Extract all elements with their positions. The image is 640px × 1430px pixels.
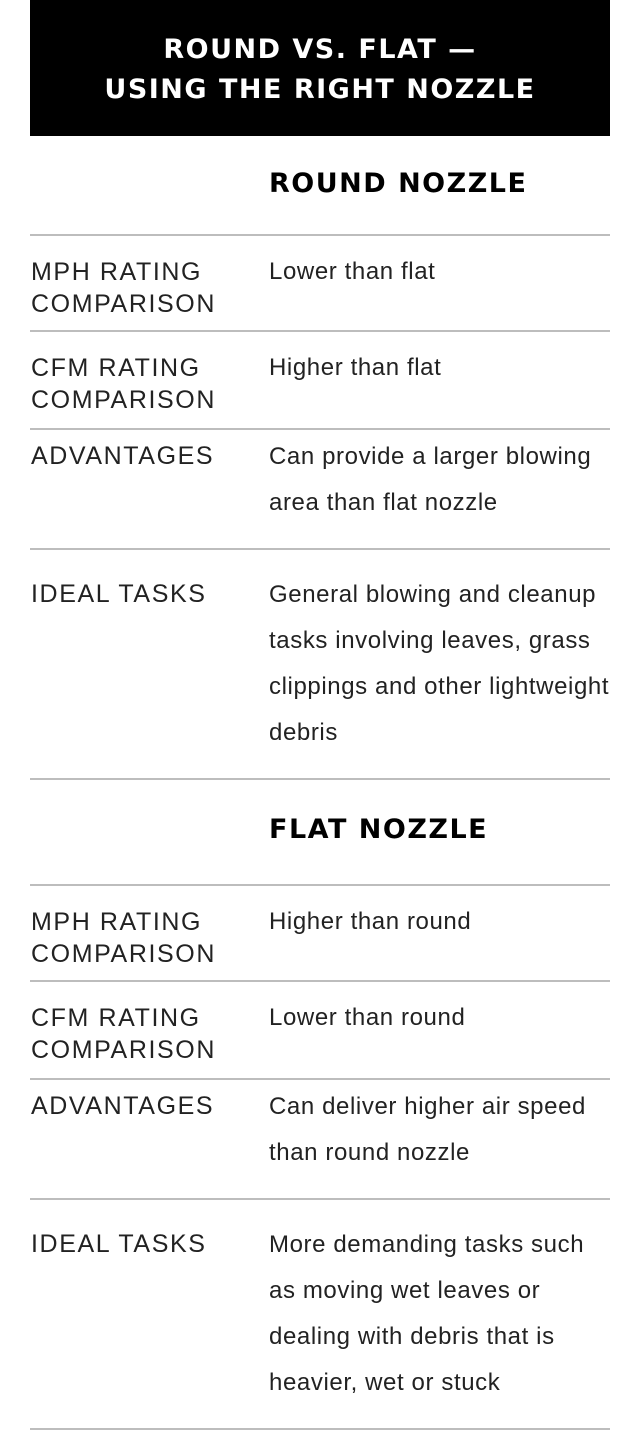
row-value: General blowing and cleanup tasks involving leaves, grass clippings and other lightweight debris <box>269 581 610 746</box>
row-label: IDEAL TASKS <box>31 580 207 608</box>
row-round-ideal-tasks <box>30 550 610 780</box>
row-round-cfm <box>30 332 610 430</box>
row-label: IDEAL TASKS <box>31 1230 207 1258</box>
row-label: MPH RATING COMPARISON <box>31 908 216 968</box>
title-line-1: ROUND VS. FLAT — <box>163 34 477 65</box>
row-flat-ideal-tasks <box>30 1200 610 1430</box>
row-label: CFM RATING COMPARISON <box>31 354 216 414</box>
row-flat-advantages <box>30 1080 610 1200</box>
title-line-2: USING THE RIGHT NOZZLE <box>104 74 536 105</box>
row-round-mph <box>30 236 610 332</box>
row-value: Higher than round <box>269 908 472 935</box>
row-value: Lower than flat <box>269 258 436 285</box>
section-header-round <box>30 136 610 236</box>
row-value: Can provide a larger blowing area than flat nozzle <box>269 443 592 516</box>
row-value: Can deliver higher air speed than round nozzle <box>269 1093 586 1166</box>
row-label: MPH RATING COMPARISON <box>31 258 216 318</box>
row-flat-mph <box>30 886 610 982</box>
row-label: ADVANTAGES <box>31 1092 215 1120</box>
row-value: Lower than round <box>269 1004 466 1031</box>
comparison-table <box>30 0 610 1430</box>
row-value: More demanding tasks such as moving wet leaves or dealing with debris that is heavier, wet or stuck <box>269 1231 585 1396</box>
section-title-round: ROUND NOZZLE <box>269 168 528 199</box>
row-flat-cfm <box>30 982 610 1080</box>
section-header-flat <box>30 780 610 886</box>
row-label: ADVANTAGES <box>31 442 215 470</box>
title-banner <box>30 0 610 136</box>
row-label: CFM RATING COMPARISON <box>31 1004 216 1064</box>
row-value: Higher than flat <box>269 354 442 381</box>
section-title-flat: FLAT NOZZLE <box>269 814 489 845</box>
row-round-advantages <box>30 430 610 550</box>
